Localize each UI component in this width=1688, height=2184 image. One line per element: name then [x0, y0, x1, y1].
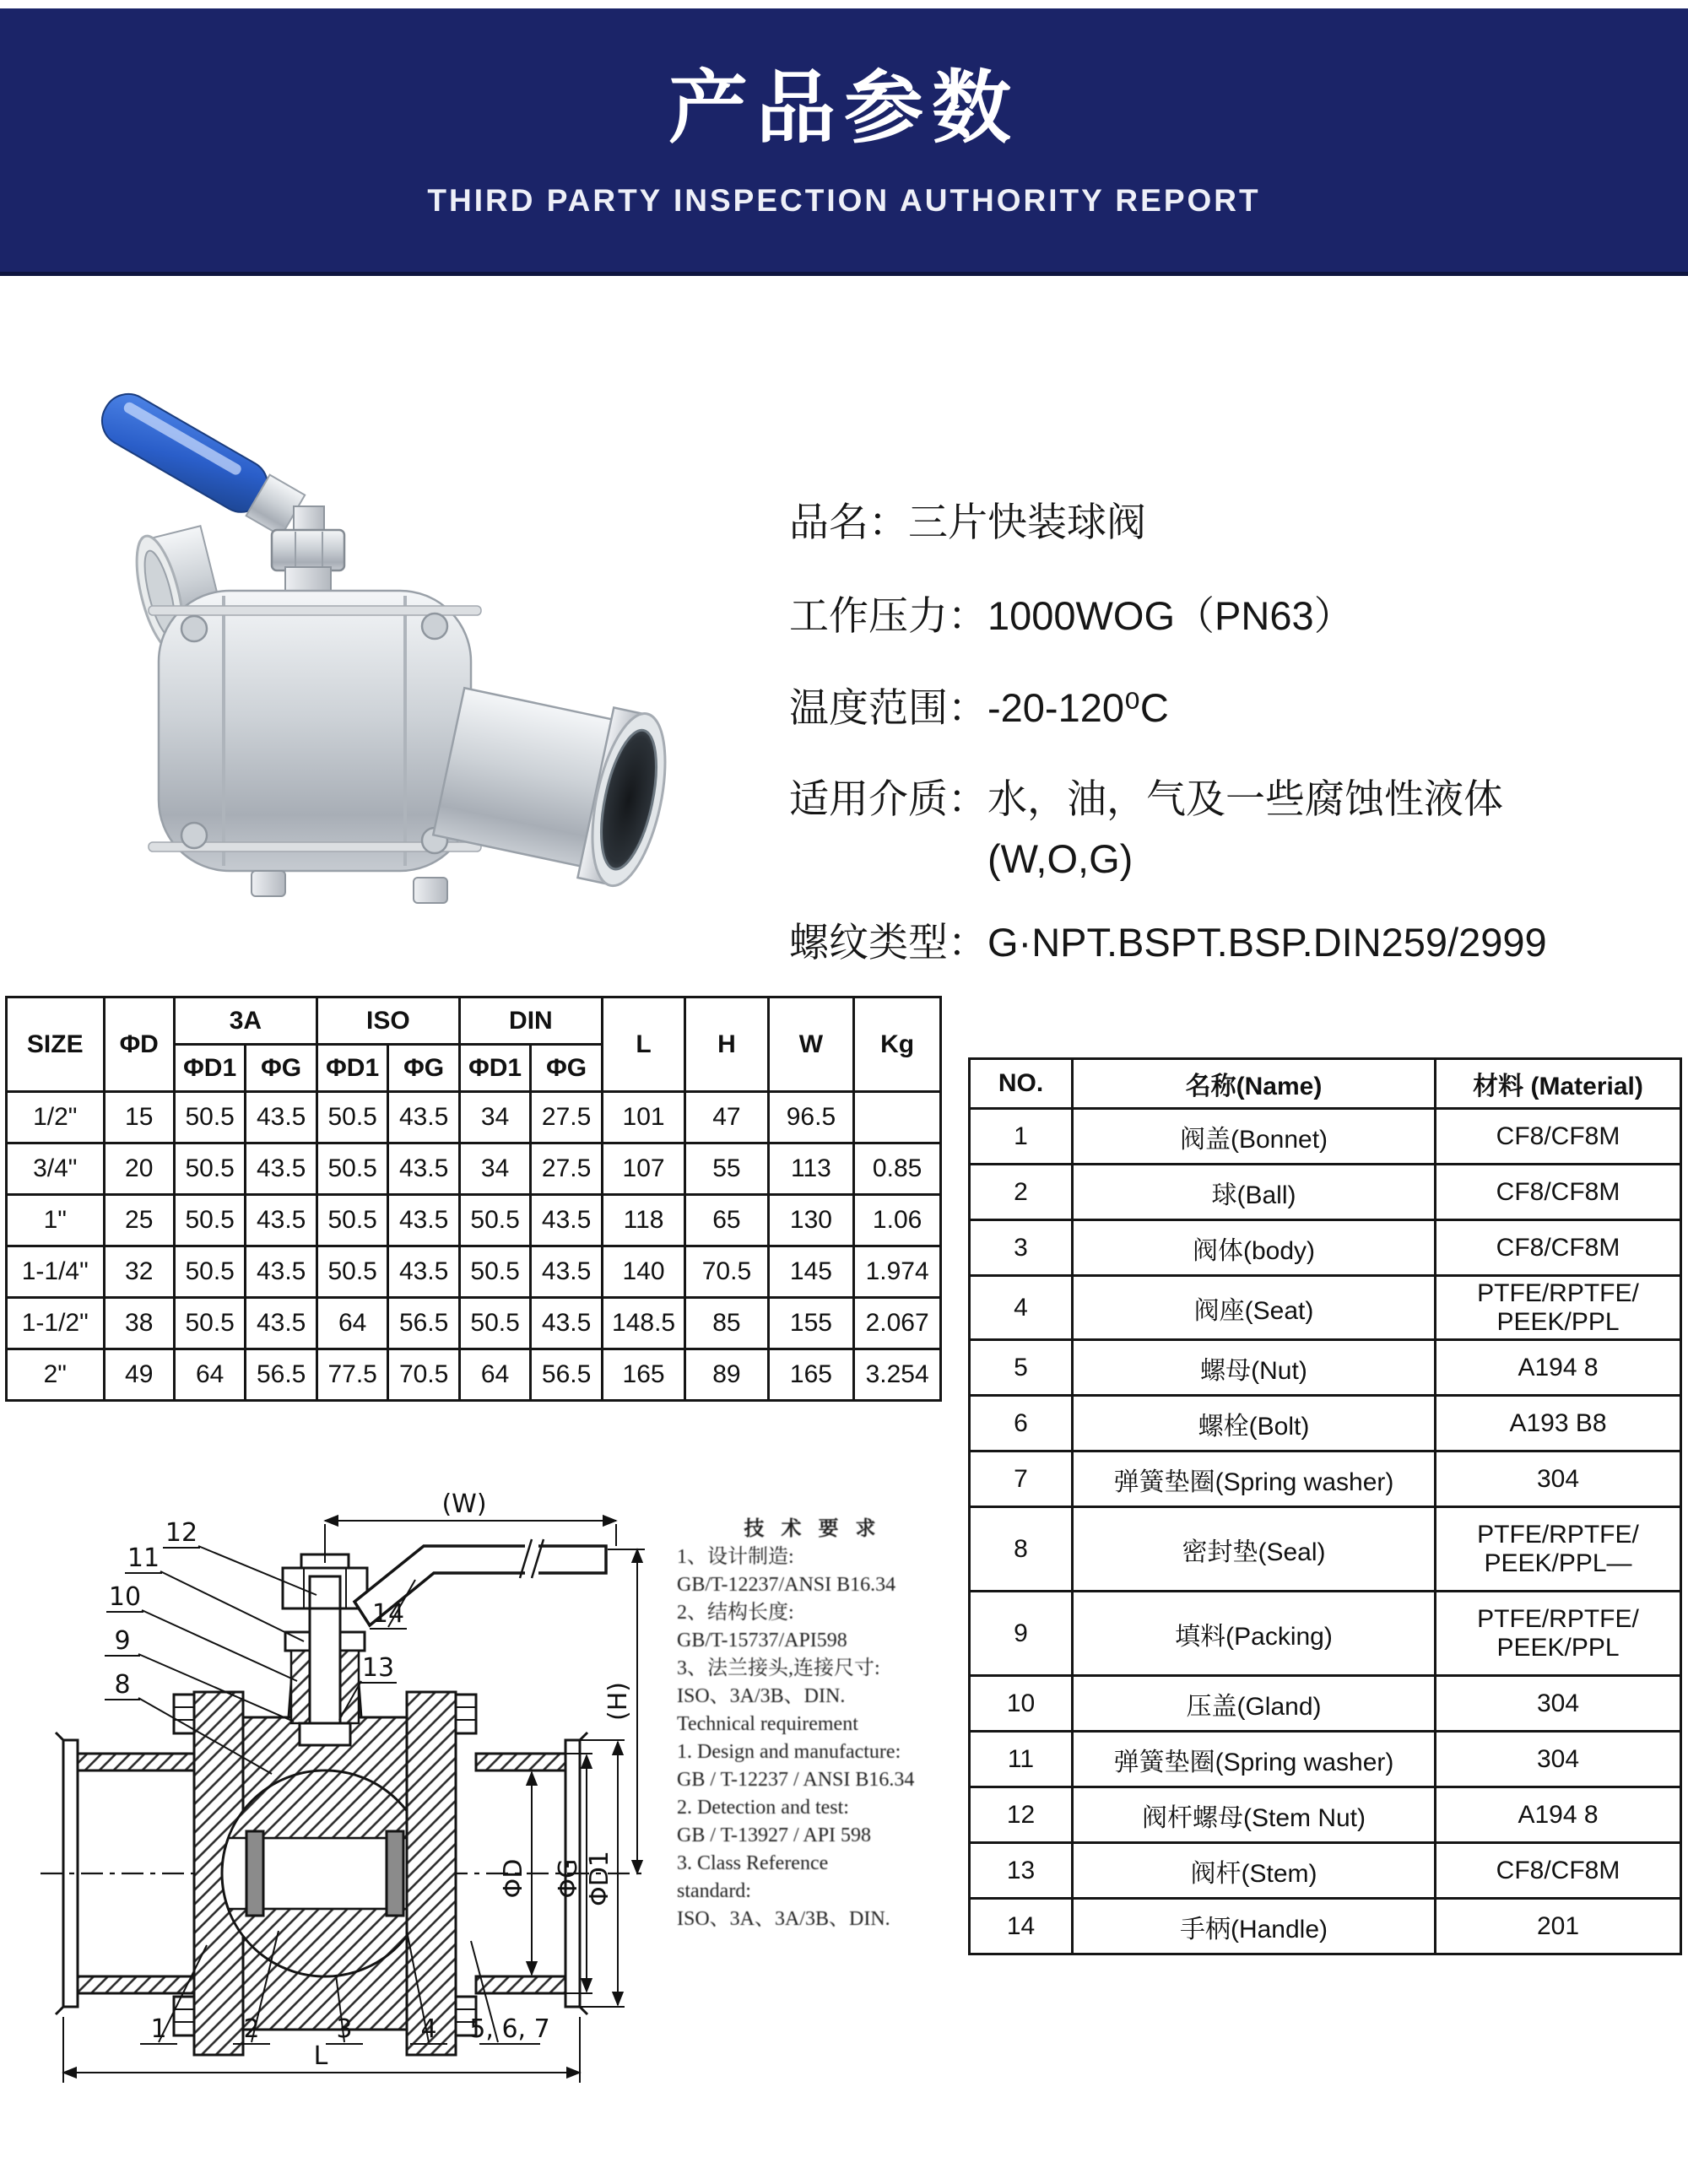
part-row: 7 弹簧垫圈(Spring washer) 304	[970, 1451, 1681, 1507]
size-row: 1-1/2" 38 50.5 43.5 64 56.5 50.5 43.5 148.5 85 155 2.067	[7, 1298, 941, 1349]
dim-w-label: (W)	[441, 1489, 487, 1519]
spec-row-pressure	[789, 592, 1684, 641]
notes-line: 2. Detection and test:	[677, 1797, 849, 1819]
size-row: 2" 49 64 56.5 77.5 70.5 64 56.5 165 89 165 3.254	[7, 1349, 941, 1401]
notes-line: GB / T-13927 / API 598	[677, 1825, 872, 1846]
page-subtitle: THIRD PARTY INSPECTION AUTHORITY REPORT	[427, 183, 1261, 218]
part-row: 12 阀杆螺母(Stem Nut) A194 8	[970, 1787, 1681, 1843]
callout-4: 4	[420, 2014, 437, 2044]
size-row: 1" 25 50.5 43.5 50.5 43.5 50.5 43.5 118 65 130 1.06	[7, 1195, 941, 1246]
col-no: NO.	[970, 1059, 1073, 1109]
spec-value: -20-120⁰C	[987, 684, 1169, 730]
dim-fd-label: ΦD	[499, 1858, 528, 1899]
header-banner	[0, 8, 1688, 276]
col-h: H	[685, 997, 768, 1092]
col-g: ΦG	[388, 1045, 459, 1092]
notes-line: Technical requirement	[677, 1713, 858, 1735]
notes-line: standard:	[677, 1880, 751, 1902]
notes-line: GB/T-12237/ANSI B16.34	[677, 1574, 896, 1596]
group-3a: 3A	[174, 997, 316, 1045]
spec-row-media	[789, 775, 1684, 884]
callout-8: 8	[114, 1670, 131, 1700]
callout-2: 2	[243, 2014, 260, 2044]
part-row: 14 手柄(Handle) 201	[970, 1899, 1681, 1954]
callout-11: 11	[127, 1543, 160, 1573]
spec-label: 品名：	[789, 500, 908, 544]
callout-3: 3	[336, 2014, 353, 2044]
col-w: W	[768, 997, 854, 1092]
dim-l-label: L	[313, 2041, 328, 2071]
callout-9: 9	[114, 1626, 131, 1656]
spec-row-temperature	[789, 684, 1684, 733]
notes-line: 1. Design and manufacture:	[677, 1741, 901, 1763]
callout-5-6-7: 5, 6, 7	[469, 2014, 550, 2044]
notes-line: GB / T-12237 / ANSI B16.34	[677, 1769, 915, 1791]
col-d1: ΦD1	[174, 1045, 245, 1092]
notes-line: ISO、3A、3A/3B、DIN.	[677, 1908, 890, 1930]
col-g: ΦG	[531, 1045, 603, 1092]
valve-body	[149, 591, 481, 903]
valve-handle	[93, 385, 306, 538]
valve-right-port	[430, 676, 679, 893]
notes-line: 3、法兰接头,连接尺寸:	[677, 1657, 880, 1679]
col-kg: Kg	[854, 997, 941, 1092]
spec-label: 工作压力：	[789, 592, 987, 638]
spec-list	[789, 498, 1684, 968]
col-material: 材料 (Material)	[1436, 1059, 1681, 1109]
spec-value: 1000WOG（PN63）	[987, 592, 1354, 638]
callout-14: 14	[371, 1599, 405, 1629]
part-row: 6 螺栓(Bolt) A193 B8	[970, 1396, 1681, 1451]
spec-value-line2: (W,O,G)	[987, 836, 1133, 881]
callout-1: 1	[150, 2014, 167, 2044]
notes-line: 2、结构长度:	[677, 1602, 794, 1624]
size-table	[5, 996, 942, 1402]
group-din: DIN	[459, 997, 602, 1045]
callout-13: 13	[361, 1653, 395, 1683]
callout-10: 10	[108, 1582, 142, 1612]
part-row: 3 阀体(body) CF8/CF8M	[970, 1220, 1681, 1276]
spec-label: 螺纹类型：	[789, 919, 987, 965]
part-row: 10 压盖(Gland) 304	[970, 1676, 1681, 1732]
callout-12: 12	[165, 1518, 198, 1548]
part-row: 9 填料(Packing) PTFE/RPTFE/ PEEK/PPL	[970, 1592, 1681, 1676]
part-row: 5 螺母(Nut) A194 8	[970, 1340, 1681, 1396]
spec-row-name	[789, 498, 1684, 548]
spec-label: 温度范围：	[789, 684, 987, 730]
part-row: 13 阀杆(Stem) CF8/CF8M	[970, 1843, 1681, 1899]
size-row: 3/4" 20 50.5 43.5 50.5 43.5 34 27.5 107 55 113 0.85	[7, 1143, 941, 1195]
col-name: 名称(Name)	[1073, 1059, 1436, 1109]
notes-line: ISO、3A/3B、DIN.	[677, 1685, 846, 1707]
spec-value	[987, 775, 1503, 884]
dim-h-label: (H)	[603, 1682, 633, 1721]
group-iso: ISO	[316, 997, 459, 1045]
size-row: 1-1/4" 32 50.5 43.5 50.5 43.5 50.5 43.5 140 70.5 145 1.974	[7, 1246, 941, 1298]
spec-value: 三片快装球阀	[908, 500, 1146, 544]
notes-line: 1、设计制造:	[677, 1546, 794, 1568]
technical-notes	[677, 1516, 949, 1933]
spec-row-thread	[789, 918, 1684, 968]
col-size: SIZE	[7, 997, 105, 1092]
col-l: L	[602, 997, 684, 1092]
notes-line: GB/T-15737/API598	[677, 1630, 847, 1652]
notes-line: 3. Class Reference	[677, 1852, 829, 1874]
size-row: 1/2" 15 50.5 43.5 50.5 43.5 34 27.5 101 47 96.5	[7, 1092, 941, 1143]
notes-title: 技 术 要 求	[744, 1518, 882, 1540]
parts-table	[968, 1057, 1682, 1955]
col-g: ΦG	[246, 1045, 317, 1092]
dim-fd1-label: ΦD1	[585, 1851, 614, 1906]
part-row: 8 密封垫(Seal) PTFE/RPTFE/ PEEK/PPL—	[970, 1507, 1681, 1592]
part-row: 1 阀盖(Bonnet) CF8/CF8M	[970, 1109, 1681, 1165]
dim-fg-label: ΦG	[554, 1858, 583, 1899]
part-row: 11 弹簧垫圈(Spring washer) 304	[970, 1732, 1681, 1787]
part-row: 2 球(Ball) CF8/CF8M	[970, 1165, 1681, 1220]
valve-photo	[51, 338, 743, 979]
spec-value-line1: 水，油，气及一些腐蚀性液体	[987, 776, 1503, 822]
part-row: 4 阀座(Seat) PTFE/RPTFE/ PEEK/PPL	[970, 1276, 1681, 1340]
page-title: 产品参数	[668, 63, 1020, 152]
spec-value: G·NPT.BSPT.BSP.DIN259/2999	[987, 919, 1547, 965]
col-d1: ΦD1	[316, 1045, 387, 1092]
col-d: ΦD	[104, 997, 174, 1092]
spec-label: 适用介质：	[789, 776, 987, 822]
col-d1: ΦD1	[459, 1045, 530, 1092]
